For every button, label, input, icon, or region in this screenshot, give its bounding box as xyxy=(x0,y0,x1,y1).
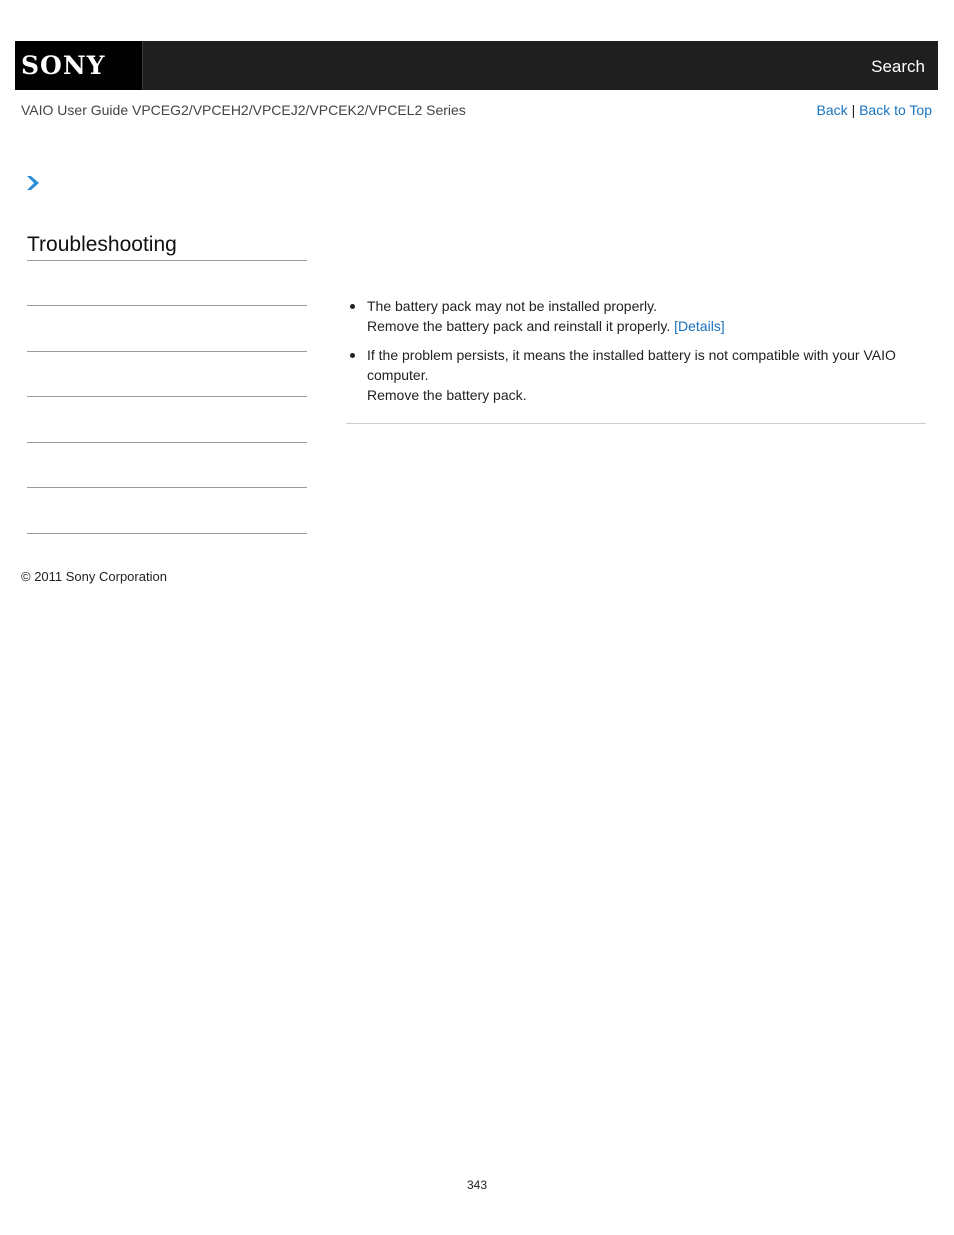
item-text: Remove the battery pack and reinstall it properly. xyxy=(367,318,671,334)
back-link[interactable]: Back xyxy=(816,102,848,118)
section-title: Troubleshooting xyxy=(27,232,307,261)
sony-logo[interactable] xyxy=(15,41,143,90)
copyright: © 2011 Sony Corporation xyxy=(21,569,167,584)
sidebar-divider xyxy=(27,533,307,534)
solution-list xyxy=(347,296,907,405)
back-to-top-link[interactable]: Back to Top xyxy=(859,102,932,118)
top-bar xyxy=(15,41,938,90)
item-text: Remove the battery pack. xyxy=(367,387,527,403)
sidebar-divider xyxy=(27,351,307,352)
main-content xyxy=(347,296,907,414)
bullet-icon xyxy=(350,304,355,309)
sidebar-divider xyxy=(27,487,307,488)
page-number: 343 xyxy=(466,1178,488,1192)
item-text: If the problem persists, it means the installed battery is not compatible with your VAIO computer. xyxy=(367,347,896,383)
sidebar-divider xyxy=(27,442,307,443)
item-text: The battery pack may not be installed properly. xyxy=(367,298,658,314)
content-divider xyxy=(346,423,926,424)
sony-logo-text: SONY xyxy=(21,51,106,80)
bullet-icon xyxy=(350,353,355,358)
details-link[interactable]: [Details] xyxy=(674,318,725,334)
nav-separator: | xyxy=(851,102,856,118)
sidebar-divider xyxy=(27,396,307,397)
list-item xyxy=(347,296,907,336)
list-item xyxy=(347,345,907,405)
chevron-right-icon xyxy=(26,175,40,191)
search-link[interactable]: Search xyxy=(871,57,925,76)
guide-title: VAIO User Guide VPCEG2/VPCEH2/VPCEJ2/VPCEK2/VPCEL2 Series xyxy=(21,102,466,118)
sidebar-divider xyxy=(27,305,307,306)
nav-links xyxy=(817,102,932,119)
